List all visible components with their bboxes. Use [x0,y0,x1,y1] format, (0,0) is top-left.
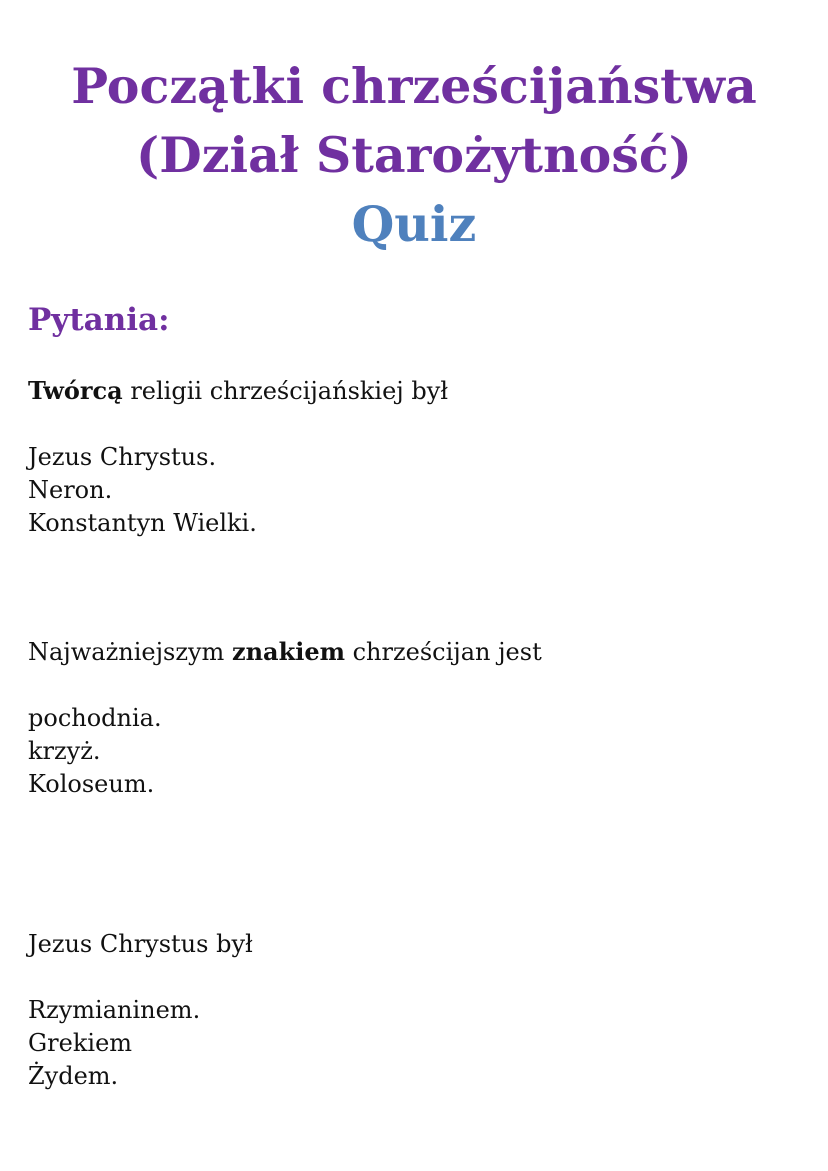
title-line-quiz: Quiz [351,195,477,253]
title-line-2: (Dział Starożytność) [136,126,692,184]
answer-option: Jezus Chrystus. [28,443,217,471]
answer-option: pochodnia. [28,704,162,732]
answer-option: Żydem. [28,1062,119,1090]
question-text [28,928,253,961]
question-emphasis: znakiem [231,637,345,666]
question-3 [28,928,253,1093]
page-title [0,52,828,259]
question-suffix: religii chrześcijańskiej był [122,377,449,405]
answer-option: Grekiem [28,1029,133,1057]
question-prefix: Najważniejszym [28,638,232,666]
question-emphasis: Twórcą [28,376,123,405]
question-2 [28,635,542,801]
answer-option: Koloseum. [28,770,155,798]
question-text [28,635,542,669]
question-1 [28,374,448,540]
question-suffix: chrześcijan jest [344,638,542,666]
question-prefix: Jezus Chrystus był [28,930,253,958]
title-line-1: Początki chrześcijaństwa [71,57,757,115]
answer-option: Rzymianinem. [28,996,201,1024]
answer-option: Neron. [28,476,113,504]
answer-option: krzyż. [28,737,101,765]
answer-option: Konstantyn Wielki. [28,509,257,537]
questions-heading: Pytania: [28,302,170,338]
question-text [28,374,448,408]
